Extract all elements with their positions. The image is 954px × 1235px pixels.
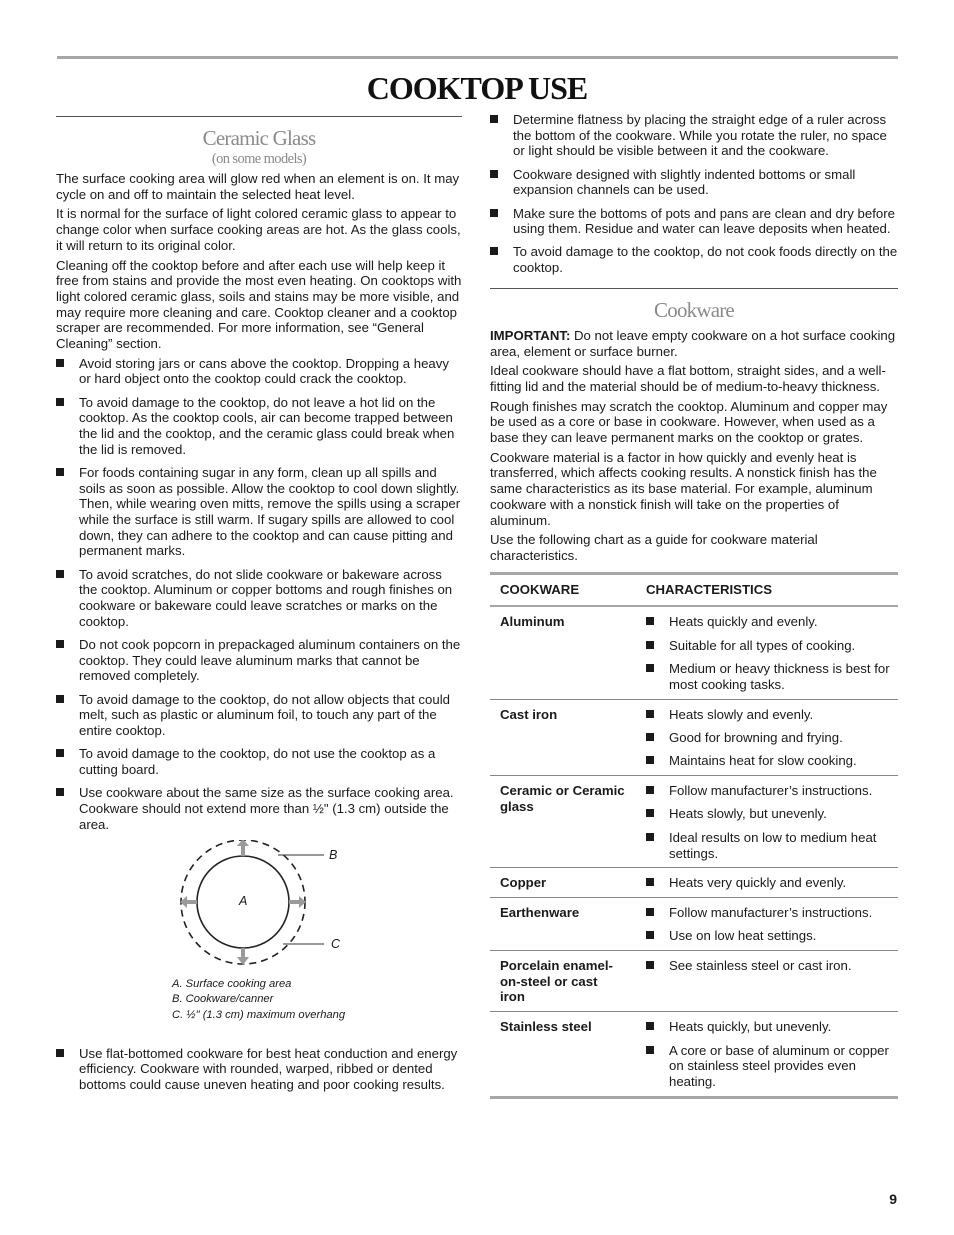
- diagram-caption-list: [172, 977, 345, 1024]
- material-cell: Cast iron: [490, 699, 636, 775]
- cookware-paragraph: Use the following chart as a guide for cookware material characteristics.: [490, 532, 818, 563]
- square-bullet-icon: [490, 170, 498, 178]
- cookware-paragraph: Rough finishes may scratch the cooktop. Aluminum and copper may be used as a core or base in cookware. However, when used as a base they can leave permanent marks on the cooktop or grates.: [490, 398, 888, 446]
- bullet-text: To avoid damage to the cooktop, do not use the cooktop as a cutting board.: [79, 746, 436, 777]
- characteristics-cell: [636, 897, 898, 950]
- bullet-text: See stainless steel or cast iron.: [669, 958, 852, 974]
- material-cell: Copper: [490, 868, 636, 898]
- bullet-item: [56, 785, 462, 832]
- material-cell: Aluminum: [490, 606, 636, 699]
- bullet-text: Follow manufacturer’s instructions.: [669, 783, 873, 799]
- square-bullet-icon: [646, 710, 654, 718]
- bullet-text: Suitable for all types of cooking.: [669, 637, 856, 653]
- page-title: COOKTOP USE: [366, 70, 588, 106]
- square-bullet-icon: [490, 115, 498, 123]
- bullet-item: [646, 1043, 898, 1090]
- square-bullet-icon: [646, 756, 654, 764]
- ceramic-paragraph: It is normal for the surface of light colored ceramic glass to appear to change color when surface cooking areas are hot. As the glass cools, it will return to its original color.: [56, 206, 461, 253]
- square-bullet-icon: [646, 786, 654, 794]
- diagram-label-b: B: [329, 847, 338, 862]
- square-bullet-icon: [646, 1046, 654, 1054]
- section-divider: [56, 116, 462, 117]
- square-bullet-icon: [490, 247, 498, 255]
- bullet-text: Make sure the bottoms of pots and pans are clean and dry before using them. Residue and water can leave deposits when heated.: [513, 205, 895, 237]
- bullet-item: [646, 783, 898, 799]
- bullet-text: Good for browning and frying.: [669, 729, 843, 745]
- characteristics-cell: [636, 951, 898, 1012]
- cookware-overhang-illustration: [56, 840, 462, 980]
- ceramic-glass-heading: Ceramic Glass: [202, 126, 316, 150]
- ceramic-paragraph: Cleaning off the cooktop before and after each use will help keep it free from stains and provide the most even heating. On cooktops with light colored ceramic glass, soils and stains may be more visible, and may require more cleaning and care. Cooktop cleaner and a cooktop scraper are recommended. For more information, see “General Cleaning” section.: [56, 257, 462, 352]
- bullet-text: Use cookware about the same size as the surface cooking area. Cookware should not extend more than ½" (1.3 cm) outside the area.: [79, 785, 454, 832]
- characteristics-cell: [636, 1012, 898, 1098]
- bullet-text: Cookware designed with slightly indented bottoms or small expansion channels can be used.: [513, 166, 856, 198]
- bullet-text: Follow manufacturer’s instructions.: [669, 904, 873, 920]
- square-bullet-icon: [646, 617, 654, 625]
- bullet-text: To avoid damage to the cooktop, do not cook foods directly on the cooktop.: [513, 244, 898, 276]
- bullet-item: [56, 746, 462, 777]
- square-bullet-icon: [646, 733, 654, 741]
- bullet-item: [646, 875, 898, 891]
- diagram-label-c: C: [331, 936, 341, 951]
- square-bullet-icon: [56, 640, 64, 648]
- bullet-item: [56, 465, 462, 559]
- bullet-item: [646, 958, 898, 974]
- column-header-cookware: COOKWARE: [490, 573, 636, 606]
- diagram-caption: C. ½" (1.3 cm) maximum overhang: [172, 1009, 346, 1022]
- ceramic-glass-subheading: (on some models): [211, 151, 307, 167]
- square-bullet-icon: [646, 1022, 654, 1030]
- square-bullet-icon: [646, 641, 654, 649]
- page-number: 9: [889, 1191, 897, 1207]
- bullet-item: [490, 206, 898, 237]
- diagram-label-a: A: [239, 893, 248, 908]
- square-bullet-icon: [56, 788, 64, 796]
- cookware-size-diagram: [56, 840, 462, 1032]
- bullet-text: Use on low heat settings.: [669, 928, 817, 944]
- material-cell: Earthenware: [490, 897, 636, 950]
- square-bullet-icon: [56, 695, 64, 703]
- ceramic-paragraph: The surface cooking area will glow red when an element is on. It may cycle on and off to maintain the selected heat level.: [56, 171, 460, 202]
- bullet-item: [646, 638, 898, 654]
- square-bullet-icon: [646, 664, 654, 672]
- important-text: Do not leave empty cookware on a hot surface cooking area, element or surface burner.: [490, 327, 896, 359]
- bullet-item: [490, 112, 898, 159]
- characteristics-cell: [636, 776, 898, 868]
- square-bullet-icon: [646, 833, 654, 841]
- table-row: [490, 699, 898, 775]
- table-row: [490, 897, 898, 950]
- table-row: [490, 776, 898, 868]
- table-row: [490, 868, 898, 898]
- bullet-item: [56, 1046, 462, 1093]
- bullet-item: [56, 356, 462, 387]
- bullet-text: Ideal results on low to medium heat settings.: [669, 829, 877, 861]
- cookware-heading: Cookware: [654, 297, 734, 322]
- section-divider: [490, 288, 898, 289]
- bullet-text: Use flat-bottomed cookware for best heat conduction and energy efficiency. Cookware with rounded, warped, ribbed or dented bottoms could cause uneven heating and poor cooking results.: [79, 1045, 458, 1093]
- important-note: [490, 328, 898, 359]
- table-row: [490, 951, 898, 1012]
- bullet-text: A core or base of aluminum or copper on stainless steel provides even heating.: [669, 1042, 889, 1089]
- ceramic-bullet-list: [56, 356, 462, 832]
- bullet-text: To avoid scratches, do not slide cookware or bakeware across the cooktop. Aluminum or copper bottoms and rough finishes on cookware or bakeware could leave scratches or marks on the cooktop.: [79, 566, 453, 629]
- bullet-item: [56, 637, 462, 684]
- square-bullet-icon: [56, 398, 64, 406]
- bullet-item: [646, 1019, 898, 1035]
- bullet-text: Determine flatness by placing the straight edge of a ruler across the bottom of the cookware. While you rotate the ruler, no space or light should be visible between it and the cookware.: [513, 112, 887, 159]
- cookware-paragraph: Cookware material is a factor in how quickly and evenly heat is transferred, which affects cooking results. A nonstick finish has the same characteristics as its base material. For example, aluminum cookware with a nonstick finish will take on the properties of aluminum.: [490, 449, 877, 528]
- bullet-item: [646, 830, 898, 861]
- flat-bottom-bullet-list: [56, 1046, 462, 1093]
- bullet-text: For foods containing sugar in any form, clean up all spills and soils as soon as possible. Allow the cooktop to cool down slightly. Then, while wearing oven mitts, remove the spills using a scraper while the surface is still warm. If sugary spills are allowed to cool down, they can adhere to the cooktop and can cause pitting and permanent marks.: [79, 464, 461, 559]
- table-header-row: [490, 573, 898, 606]
- bullet-text: Heats quickly and evenly.: [669, 614, 818, 630]
- bullet-text: Heats quickly, but unevenly.: [669, 1019, 832, 1035]
- bullet-item: [646, 730, 898, 746]
- bullet-text: Heats very quickly and evenly.: [669, 875, 847, 891]
- characteristics-cell: [636, 699, 898, 775]
- cookware-paragraph: Ideal cookware should have a flat bottom, straight sides, and a well-fitting lid and the material should be of medium-to-heavy thickness.: [490, 363, 886, 394]
- characteristics-cell: [636, 868, 898, 898]
- square-bullet-icon: [646, 809, 654, 817]
- top-rule: [57, 56, 898, 59]
- bullet-item: [646, 661, 898, 692]
- bullet-item: [646, 905, 898, 921]
- bullet-text: To avoid damage to the cooktop, do not leave a hot lid on the cooktop. As the cooktop cools, air can become trapped between the lid and the cooktop, and the ceramic glass could break when the lid is removed.: [79, 394, 455, 457]
- table-row: [490, 606, 898, 699]
- right-column: [490, 112, 898, 1099]
- square-bullet-icon: [646, 961, 654, 969]
- square-bullet-icon: [646, 931, 654, 939]
- square-bullet-icon: [56, 570, 64, 578]
- material-cell: Porcelain enamel-on-steel or cast iron: [490, 951, 636, 1012]
- bullet-item: [490, 244, 898, 275]
- bullet-text: Heats slowly and evenly.: [669, 706, 814, 722]
- material-cell: Ceramic or Ceramic glass: [490, 776, 636, 868]
- important-label: IMPORTANT:: [490, 327, 571, 343]
- bullet-item: [646, 928, 898, 944]
- bullet-item: [646, 707, 898, 723]
- flatness-bullet-list: [490, 112, 898, 276]
- square-bullet-icon: [56, 468, 64, 476]
- bullet-item: [56, 395, 462, 458]
- bullet-item: [646, 753, 898, 769]
- bullet-item: [56, 567, 462, 630]
- square-bullet-icon: [56, 749, 64, 757]
- square-bullet-icon: [646, 908, 654, 916]
- square-bullet-icon: [56, 1049, 64, 1057]
- square-bullet-icon: [56, 359, 64, 367]
- bullet-text: Do not cook popcorn in prepackaged aluminum containers on the cooktop. They could leave aluminum marks that cannot be removed completely.: [79, 636, 461, 684]
- diagram-caption: A. Surface cooking area: [172, 977, 292, 990]
- column-header-characteristics: CHARACTERISTICS: [636, 573, 898, 606]
- table-row: [490, 1012, 898, 1098]
- bullet-item: [56, 692, 462, 739]
- square-bullet-icon: [490, 209, 498, 217]
- bullet-text: Maintains heat for slow cooking.: [669, 753, 857, 769]
- bullet-text: To avoid damage to the cooktop, do not allow objects that could melt, such as plastic or aluminum foil, to touch any part of the entire cooktop.: [79, 691, 450, 738]
- characteristics-cell: [636, 606, 898, 699]
- bullet-item: [646, 614, 898, 630]
- bullet-item: [646, 806, 898, 822]
- square-bullet-icon: [646, 878, 654, 886]
- bullet-text: Medium or heavy thickness is best for most cooking tasks.: [669, 661, 890, 692]
- cookware-characteristics-table: [490, 572, 898, 1099]
- diagram-caption: B. Cookware/canner: [172, 993, 274, 1006]
- bullet-text: Heats slowly, but unevenly.: [669, 806, 827, 822]
- bullet-text: Avoid storing jars or cans above the cooktop. Dropping a heavy or hard object onto the cooktop could crack the cooktop.: [79, 355, 449, 387]
- left-column: [56, 116, 462, 1100]
- bullet-item: [490, 167, 898, 198]
- material-cell: Stainless steel: [490, 1012, 636, 1098]
